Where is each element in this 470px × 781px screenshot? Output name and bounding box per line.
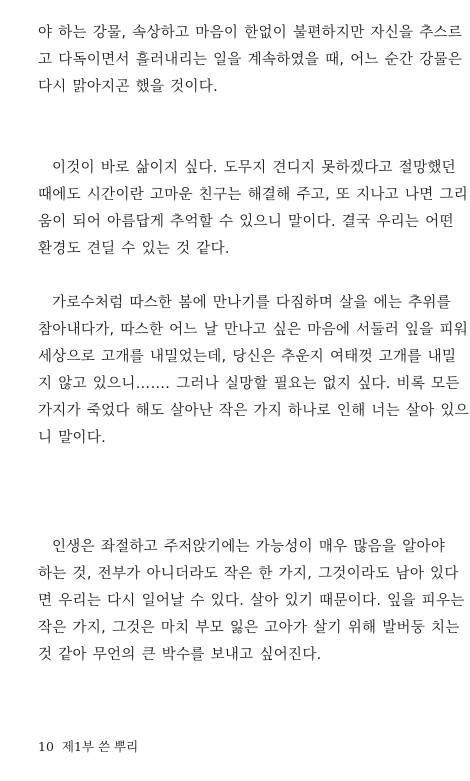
text-line: 다시 맑아지곤 했을 것이다. — [38, 79, 219, 95]
text-line: 것 같아 무언의 큰 박수를 보내고 싶어진다. — [38, 647, 322, 663]
text-line: 움이 되어 아름답게 추억할 수 있으니 말이다. 결국 우리는 어떤 — [38, 214, 454, 230]
text-line: 니 말이다. — [38, 430, 107, 446]
text-line: 이것이 바로 삶이지 싶다. 도무지 견디지 못하겠다고 절망했던 — [52, 160, 456, 176]
paragraph-1 — [38, 20, 463, 101]
text-line: 세상으로 고개를 내밀었는데, 당신은 추운지 여태껏 고개를 내밀 — [38, 349, 457, 365]
paragraph-2 — [38, 155, 469, 263]
text-line: 때에도 시간이란 고마운 친구는 해결해 주고, 또 지나고 나면 그리 — [38, 187, 469, 203]
text-line: 고 다독이면서 흘러내리는 일을 계속하였을 때, 어느 순간 강물은 — [38, 52, 463, 68]
text-line: 참아내다가, 따스한 어느 날 만나고 싶은 마음에 서둘러 잎을 피워 — [38, 322, 469, 338]
text-line: 야 하는 강물, 속상하고 마음이 한없이 불편하지만 자신을 추스르 — [38, 25, 463, 41]
text-line: 인생은 좌절하고 주저앉기에는 가능성이 매우 많음을 알아야 — [52, 539, 446, 555]
text-line: 하는 것, 전부가 아니더라도 작은 한 가지, 그것이라도 남아 있다 — [38, 566, 459, 582]
text-line: 환경도 견딜 수 있는 것 같다. — [38, 241, 230, 257]
page-number: 10 — [38, 739, 54, 754]
text-line: 가로수처럼 따스한 봄에 만나기를 다짐하며 살을 에는 추위를 — [52, 295, 452, 311]
paragraph-4 — [38, 534, 465, 669]
section-title: 제1부 쓴 뿌리 — [61, 739, 139, 754]
text-line: 지 않고 있으니……. 그러나 실망할 필요는 없지 싶다. 비록 모든 — [38, 376, 460, 392]
text-line: 작은 가지, 그것은 마치 부모 잃은 고아가 살기 위해 발버둥 치는 — [38, 620, 460, 636]
text-line: 면 우리는 다시 일어날 수 있다. 살아 있기 때문이다. 잎을 피우는 — [38, 593, 465, 609]
text-line: 가지가 죽었다 해도 살아난 작은 가지 하나로 인해 너는 살아 있으 — [38, 403, 470, 419]
paragraph-3 — [38, 290, 470, 452]
page-footer — [38, 737, 138, 755]
